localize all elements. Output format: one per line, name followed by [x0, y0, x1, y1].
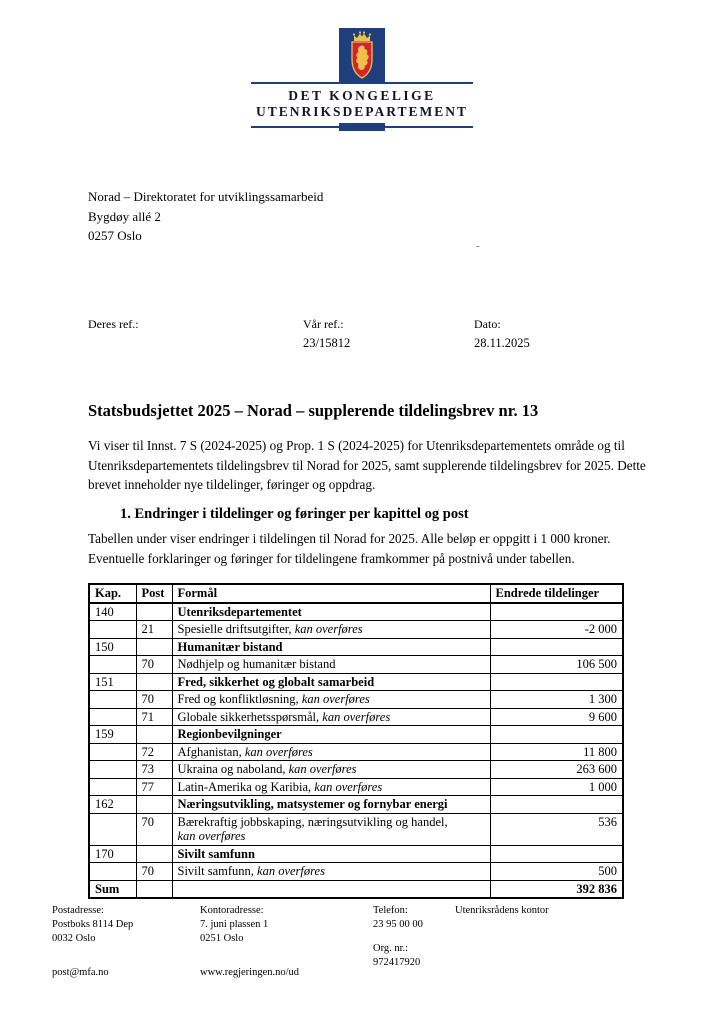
phone-label: Telefon: — [373, 905, 408, 916]
var-ref-value: 23/15812 — [303, 336, 351, 350]
recipient-name: Norad – Direktoratet for utviklingssamarbeid — [88, 189, 324, 204]
logo-text-line1: DET KONGELIGE — [288, 88, 436, 103]
cell-amount — [490, 638, 623, 656]
cell-formal: Spesielle driftsutgifter, kan overføres — [172, 621, 490, 639]
table-row — [89, 880, 623, 898]
postal-line2: 0032 Oslo — [52, 933, 96, 944]
cell-formal: Fred og konfliktløsning, kan overføres — [172, 691, 490, 709]
norway-coat-of-arms-icon — [339, 28, 385, 84]
logo-rule-bottom-thick — [339, 123, 385, 131]
cell-kap — [89, 863, 136, 881]
cell-post: 72 — [136, 743, 172, 761]
cell-amount: 1 000 — [490, 778, 623, 796]
budget-table-wrap — [88, 583, 622, 899]
logo-rule-bottom — [251, 123, 473, 131]
cell-kap: 151 — [89, 673, 136, 691]
table-row — [89, 761, 623, 779]
cell-amount: 1 300 — [490, 691, 623, 709]
org-label: Org. nr.: — [373, 943, 409, 954]
budget-table — [88, 583, 624, 899]
cell-post: 73 — [136, 761, 172, 779]
cell-amount — [490, 603, 623, 621]
cell-post: 70 — [136, 813, 172, 845]
cell-kap — [89, 743, 136, 761]
cell-kap — [89, 708, 136, 726]
footer-email: post@mfa.no — [52, 967, 109, 978]
cell-kap — [89, 691, 136, 709]
table-row — [89, 691, 623, 709]
table-row — [89, 778, 623, 796]
cell-amount: 263 600 — [490, 761, 623, 779]
header-endrede-tildelinger: Endrede tildelinger — [490, 584, 623, 603]
cell-amount: 9 600 — [490, 708, 623, 726]
header-formal: Formål — [172, 584, 490, 603]
letterhead-logo — [0, 28, 724, 131]
stray-mark: - — [476, 240, 480, 252]
office-label: Kontoradresse: — [200, 905, 264, 916]
cell-post: 70 — [136, 656, 172, 674]
logo-text-line2: UTENRIKSDEPARTEMENT — [255, 104, 469, 119]
cell-post — [136, 845, 172, 863]
cell-amount: -2 000 — [490, 621, 623, 639]
postal-line1: Postboks 8114 Dep — [52, 919, 134, 930]
cell-post: 70 — [136, 863, 172, 881]
cell-kap: Sum — [89, 880, 136, 898]
header-kap: Kap. — [89, 584, 136, 603]
cell-formal — [172, 880, 490, 898]
cell-amount — [490, 726, 623, 744]
letter-title: Statsbudsjettet 2025 – Norad – supplerende tildelingsbrev nr. 13 — [88, 401, 539, 420]
cell-formal: Næringsutvikling, matsystemer og fornybar energi — [172, 796, 490, 814]
cell-formal: Bærekraftig jobbskaping, næringsutvikling og handel, kan overføres — [172, 813, 490, 845]
office-line2: 0251 Oslo — [200, 933, 244, 944]
cell-kap — [89, 778, 136, 796]
table-row — [89, 743, 623, 761]
recipient-city: 0257 Oslo — [88, 228, 142, 243]
recipient-street: Bygdøy allé 2 — [88, 208, 161, 224]
table-row — [89, 726, 623, 744]
cell-post — [136, 796, 172, 814]
cell-formal: Sivilt samfunn — [172, 845, 490, 863]
header-post: Post — [136, 584, 172, 603]
section-1-heading: 1. Endringer i tildelinger og føringer per kapittel og post — [120, 506, 469, 522]
table-row — [89, 638, 623, 656]
recipient-address — [88, 187, 323, 246]
cell-kap: 159 — [89, 726, 136, 744]
footer-office-name: Utenriksrådens kontor — [455, 905, 549, 916]
cell-kap: 150 — [89, 638, 136, 656]
cell-formal: Regionbevilgninger — [172, 726, 490, 744]
table-row — [89, 673, 623, 691]
cell-post — [136, 603, 172, 621]
cell-amount: 536 — [490, 813, 623, 845]
cell-amount — [490, 673, 623, 691]
table-header-row — [89, 584, 623, 603]
office-line1: 7. juni plassen 1 — [200, 919, 269, 930]
cell-formal: Latin-Amerika og Karibia, kan overføres — [172, 778, 490, 796]
section-1-body: Tabellen under viser endringer i tildelingen til Norad for 2025. Alle beløp er oppgitt i 1 000 kroner. Eventuelle forklaringer og føringer for tildelingene framkommer på postnivå under tabellen. — [88, 531, 611, 566]
cell-kap — [89, 761, 136, 779]
cell-post: 21 — [136, 621, 172, 639]
table-row — [89, 656, 623, 674]
dato-value: 28.11.2025 — [474, 336, 530, 350]
footer-contact-column — [373, 904, 423, 970]
cell-formal: Fred, sikkerhet og globalt samarbeid — [172, 673, 490, 691]
cell-post: 77 — [136, 778, 172, 796]
table-row — [89, 796, 623, 814]
table-row — [89, 863, 623, 881]
cell-formal: Sivilt samfunn, kan overføres — [172, 863, 490, 881]
table-row — [89, 621, 623, 639]
cell-post — [136, 880, 172, 898]
intro-paragraph: Vi viser til Innst. 7 S (2024-2025) og Prop. 1 S (2024-2025) for Utenriksdepartementets område og til Utenriksdepartementets tildelingsbrev til Norad for 2025, samt supplerende tildelingsbrev for 2025. Dette brevet inneholder nye tildelinger, føringer og oppdrag. — [88, 438, 646, 492]
cell-amount: 500 — [490, 863, 623, 881]
cell-kap: 162 — [89, 796, 136, 814]
cell-kap — [89, 621, 136, 639]
coat-of-arms — [339, 28, 385, 84]
cell-formal: Ukraina og naboland, kan overføres — [172, 761, 490, 779]
cell-kap: 170 — [89, 845, 136, 863]
cell-amount: 11 800 — [490, 743, 623, 761]
footer-office-column — [200, 904, 299, 980]
budget-table-body — [89, 603, 623, 899]
cell-amount — [490, 845, 623, 863]
cell-amount — [490, 796, 623, 814]
cell-kap — [89, 656, 136, 674]
cell-formal: Afghanistan, kan overføres — [172, 743, 490, 761]
cell-amount: 106 500 — [490, 656, 623, 674]
table-row — [89, 603, 623, 621]
table-row — [89, 708, 623, 726]
dato-label: Dato: — [474, 317, 501, 331]
cell-post — [136, 638, 172, 656]
table-row — [89, 813, 623, 845]
cell-post: 71 — [136, 708, 172, 726]
postal-label: Postadresse: — [52, 905, 104, 916]
footer-website: www.regjeringen.no/ud — [200, 967, 300, 978]
cell-kap — [89, 813, 136, 845]
var-ref-label: Vår ref.: — [303, 317, 344, 331]
cell-formal: Utenriksdepartementet — [172, 603, 490, 621]
phone-value: 23 95 00 00 — [373, 919, 423, 930]
org-value: 972417920 — [373, 957, 421, 968]
cell-formal: Globale sikkerhetsspørsmål, kan overføres — [172, 708, 490, 726]
table-row — [89, 845, 623, 863]
cell-amount: 392 836 — [490, 880, 623, 898]
cell-formal: Humanitær bistand — [172, 638, 490, 656]
footer-postal-column — [52, 904, 133, 980]
deres-ref-label: Deres ref.: — [88, 317, 139, 331]
cell-formal: Nødhjelp og humanitær bistand — [172, 656, 490, 674]
cell-kap: 140 — [89, 603, 136, 621]
cell-post — [136, 673, 172, 691]
cell-post — [136, 726, 172, 744]
cell-post: 70 — [136, 691, 172, 709]
